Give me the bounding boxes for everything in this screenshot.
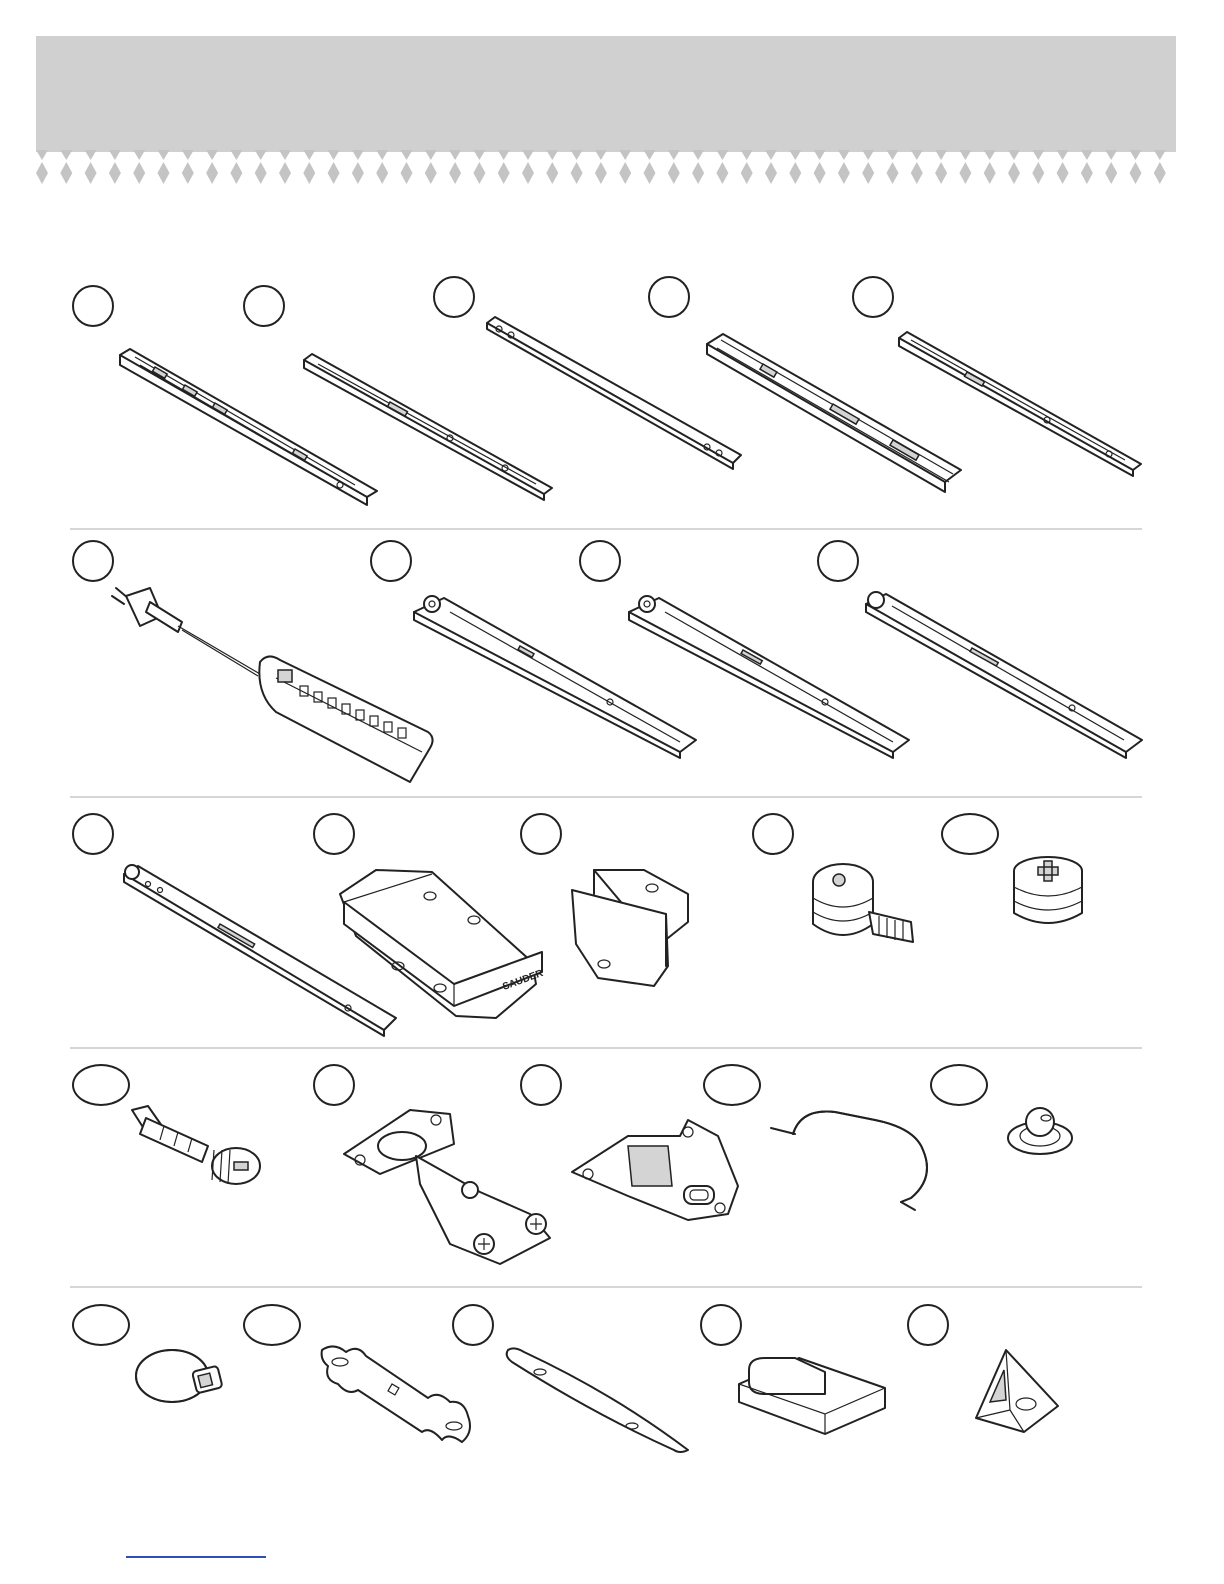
pattern-diamond [255,162,267,184]
part-badge [243,1304,301,1346]
footer-link-underline[interactable] [126,1556,266,1558]
pattern-diamond [109,162,121,184]
pattern-diamond [838,162,850,184]
pattern-diamond [887,162,899,184]
pattern-diamond [1105,150,1117,160]
pattern-diamond [959,162,971,184]
pattern-diamond [1105,162,1117,184]
part-badge [700,1304,742,1346]
pattern-diamond [255,150,267,160]
pattern-diamond [668,150,680,160]
decorative-back-plate-icon [318,1340,478,1446]
header-band [36,36,1176,152]
ring-pull-icon [130,1340,225,1410]
part-badge [72,1304,130,1346]
pattern-diamond [109,150,121,160]
pattern-diamond [85,162,97,184]
pattern-diamond [230,162,242,184]
pattern-diamond [303,150,315,160]
pattern-diamond [571,162,583,184]
panel-clip-icon [568,866,693,991]
pattern-diamond [498,150,510,160]
pattern-diamond [595,150,607,160]
pattern-diamond [644,162,656,184]
part-badge [72,285,114,327]
pattern-diamond [765,162,777,184]
shelf-bracket-icon [336,866,551,1026]
row-divider [70,1047,1142,1049]
pattern-diamond [449,162,461,184]
pattern-diamond [984,162,996,184]
part-badge [370,540,412,582]
pattern-diamond [911,162,923,184]
pattern-diamond [36,162,48,184]
pattern-diamond [401,150,413,160]
part-badge [907,1304,949,1346]
pattern-diamond [206,162,218,184]
pattern-diamond [1057,150,1069,160]
pattern-diamond [522,162,534,184]
pattern-diamond [230,150,242,160]
pattern-diamond [522,150,534,160]
part-badge [579,540,621,582]
concealed-hinge-icon [340,1104,560,1269]
pattern-diamond [887,150,899,160]
pattern-diamond [206,150,218,160]
pattern-diamond [668,162,680,184]
part-badge [941,813,999,855]
bracket-brand-text: SAUDER [501,968,545,993]
pattern-diamond [1057,162,1069,184]
pattern-diamond [158,162,170,184]
pattern-diamond [133,162,145,184]
pattern-diamond [328,162,340,184]
pattern-diamond [352,162,364,184]
pattern-diamond [1154,150,1166,160]
part-badge [72,813,114,855]
part-badge [452,1304,494,1346]
part-badge [817,540,859,582]
part-badge [852,276,894,318]
pattern-diamond [644,150,656,160]
pattern-diamond [182,162,194,184]
pattern-diamond [911,150,923,160]
pattern-diamond [1081,150,1093,160]
pattern-diamond [1154,162,1166,184]
part-badge [433,276,475,318]
pattern-diamond [85,150,97,160]
pattern-diamond [303,162,315,184]
part-badge [648,276,690,318]
part-badge [72,540,114,582]
pattern-diamond [1032,162,1044,184]
pattern-diamond [716,150,728,160]
pattern-diamond [498,162,510,184]
pattern-diamond [376,162,388,184]
pattern-diamond [741,162,753,184]
cam-lock-icon [1008,853,1088,933]
part-badge [243,285,285,327]
pattern-diamond [425,162,437,184]
pattern-diamond [449,150,461,160]
row-divider [70,796,1142,798]
row-divider [70,1286,1142,1288]
pattern-diamond [838,150,850,160]
pattern-diamond [619,150,631,160]
pattern-diamond [571,150,583,160]
pattern-diamond [182,150,194,160]
pattern-diamond [984,150,996,160]
part-badge [313,1064,355,1106]
pattern-diamond [692,162,704,184]
pattern-diamond [1130,150,1142,160]
part-badge [752,813,794,855]
pattern-diamond [1008,150,1020,160]
pattern-diamond [473,162,485,184]
pattern-diamond [716,162,728,184]
pattern-diamond [595,162,607,184]
roller-drawer-runner-icon [862,590,1147,760]
cabinet-rail-icon [897,328,1145,478]
bow-handle-icon [504,1344,694,1459]
pattern-diamond [60,162,72,184]
pattern-diamond [1032,150,1044,160]
pattern-diamond [1008,162,1020,184]
face-frame-hinge-icon [568,1116,743,1226]
pattern-diamond [935,150,947,160]
pattern-diamond [789,150,801,160]
part-badge [703,1064,761,1106]
cam-bolt-dowel-icon [128,1104,263,1189]
pattern-diamond [1081,162,1093,184]
part-badge [930,1064,988,1106]
pattern-diamond [619,162,631,184]
part-badge [72,1064,130,1106]
corner-brace-block-icon [972,1346,1062,1436]
pattern-diamond [1130,162,1142,184]
pattern-diamond [862,162,874,184]
pattern-diamond [546,150,558,160]
pattern-diamond [692,150,704,160]
pattern-diamond [158,150,170,160]
part-badge [520,813,562,855]
pattern-diamond [862,150,874,160]
pattern-diamond [376,150,388,160]
pull-handle-icon [765,1098,945,1218]
row-divider [70,528,1142,530]
pattern-diamond [36,150,48,160]
pattern-diamond [133,150,145,160]
pattern-diamond [279,162,291,184]
pattern-diamond [60,150,72,160]
power-strip-icon [110,582,440,787]
pattern-diamond [352,150,364,160]
knob-icon [1004,1100,1079,1160]
pattern-diamond [765,150,777,160]
pattern-diamond [328,150,340,160]
part-badge [313,813,355,855]
diamond-border-pattern [36,150,1176,194]
cord-channel-clip-icon [735,1354,890,1439]
pattern-diamond [279,150,291,160]
pattern-diamond [741,150,753,160]
pattern-diamond [814,150,826,160]
pattern-diamond [401,162,413,184]
pattern-diamond [935,162,947,184]
pattern-diamond [789,162,801,184]
pattern-diamond [814,162,826,184]
pattern-diamond [546,162,558,184]
pattern-diamond [959,150,971,160]
pattern-diamond [425,150,437,160]
part-badge [520,1064,562,1106]
cam-lock-with-bolt-icon [805,858,920,953]
pattern-diamond [473,150,485,160]
